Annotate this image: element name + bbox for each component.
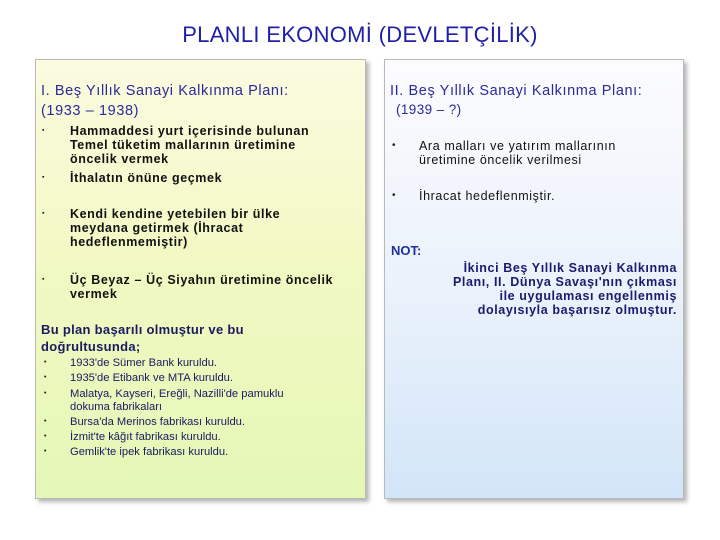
first-plan-item-1-line-3: öncelik vermek: [70, 152, 169, 166]
second-plan-item-1-line-2: üretimine öncelik verilmesi: [419, 153, 582, 167]
bullet-icon: ▪: [42, 210, 45, 217]
note-line-4: dolayısıyla başarısız olmuştur.: [477, 303, 677, 317]
first-plan-period: (1933 – 1938): [41, 103, 140, 119]
bullet-icon: •: [44, 418, 47, 425]
fact-sumerbank: 1933'de Sümer Bank kuruldu.: [70, 357, 218, 369]
fact-merinos: Bursa'da Merinos fabrikası kuruldu.: [70, 416, 246, 428]
fact-textile-line-1: Malatya, Kayseri, Ereğli, Nazilli'de pamuklu: [70, 388, 284, 400]
fact-textile-line-2: dokuma fabrikaları: [70, 401, 163, 413]
first-plan-heading: I. Beş Yıllık Sanayi Kalkınma Planı:: [41, 83, 289, 99]
first-plan-item-3-line-2: meydana getirmek (İhracat: [70, 221, 244, 235]
bullet-icon: •: [44, 433, 47, 440]
page-title: PLANLI EKONOMİ (DEVLETÇİLİK): [182, 22, 538, 47]
bullet-icon: •: [392, 140, 396, 151]
bullet-icon: •: [44, 448, 47, 455]
note-line-1: İkinci Beş Yıllık Sanayi Kalkınma: [463, 261, 677, 275]
bullet-icon: •: [392, 190, 396, 201]
second-plan-heading: II. Beş Yıllık Sanayi Kalkınma Planı:: [390, 83, 643, 99]
fact-etibank: 1935'de Etibank ve MTA kuruldu.: [70, 372, 233, 384]
bullet-icon: •: [44, 390, 47, 397]
bullet-icon: ▪: [42, 127, 45, 134]
bullet-icon: •: [44, 374, 47, 381]
second-plan-item-1-line-1: Ara malları ve yatırım mallarının: [419, 139, 616, 153]
bullet-icon: ▪: [42, 276, 45, 283]
bullet-icon: ▪: [42, 174, 45, 181]
success-statement-line-2: doğrultusunda;: [41, 339, 141, 354]
note-line-3: ile uygulaması engellenmiş: [499, 289, 677, 303]
success-statement-line-1: Bu plan başarılı olmuştur ve bu: [41, 322, 244, 337]
bullet-icon: •: [44, 359, 47, 366]
first-plan-item-4-line-2: vermek: [70, 287, 118, 301]
first-plan-item-4-line-1: Üç Beyaz – Üç Siyahın üretimine öncelik: [70, 273, 334, 287]
first-plan-item-1-line-2: Temel tüketim mallarının üretimine: [70, 138, 296, 152]
first-plan-item-3-line-1: Kendi kendine yetebilen bir ülke: [70, 207, 281, 221]
note-line-2: Planı, II. Dünya Savaşı'nın çıkması: [452, 275, 677, 289]
first-plan-item-3-line-3: hedeflenmemiştir): [70, 235, 188, 249]
second-plan-period: (1939 – ?): [396, 102, 462, 117]
second-plan-item-2: İhracat hedeflenmiştir.: [419, 189, 556, 203]
note-label: NOT:: [391, 243, 422, 258]
fact-gemlik: Gemlik'te ipek fabrikası kuruldu.: [70, 446, 229, 458]
first-plan-item-1-line-1: Hammaddesi yurt içerisinde bulunan: [70, 124, 310, 138]
fact-izmit: İzmit'te kâğıt fabrikası kuruldu.: [70, 431, 221, 443]
first-plan-item-2: İthalatın önüne geçmek: [70, 171, 223, 185]
